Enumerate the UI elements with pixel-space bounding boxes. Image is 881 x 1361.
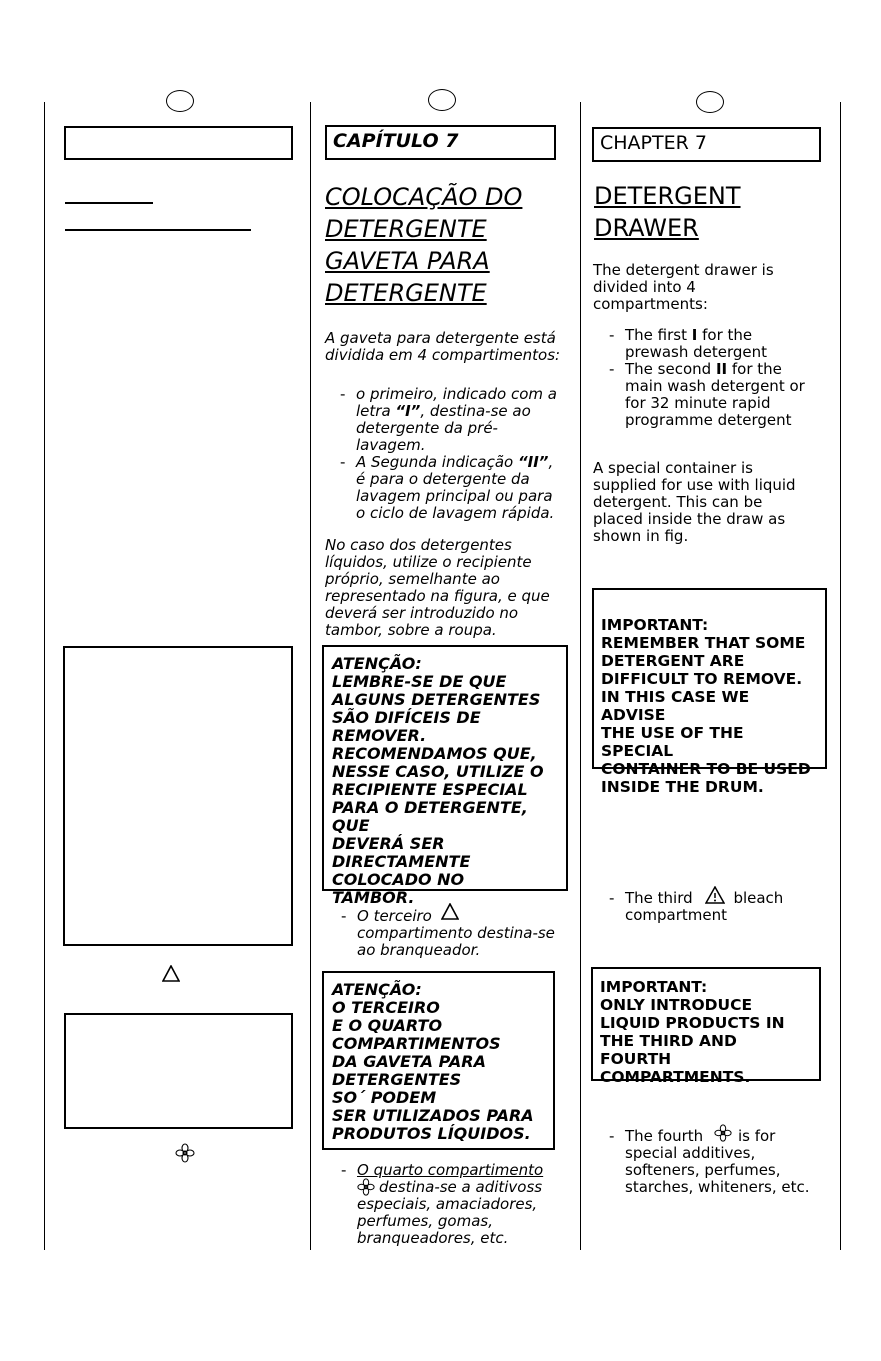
text-span: letra: [356, 402, 396, 420]
bullet-fourth-compartment: [609, 1128, 855, 1196]
warning-line: ALGUNS DETERGENTES: [332, 690, 541, 709]
text-line: dividida em 4 compartimentos:: [325, 346, 561, 364]
column-rule-right: [840, 102, 841, 1250]
text-line: special additives,: [625, 1144, 756, 1162]
warning-triangle-icon: [705, 886, 725, 904]
warning-box-empty: [63, 646, 293, 946]
title-line: DRAWER: [594, 214, 699, 242]
warning-line: THE THIRD AND FOURTH: [600, 1032, 737, 1068]
warning-line: RECOMENDAMOS QUE,: [332, 744, 537, 763]
chapter-box-empty: [64, 126, 293, 160]
column-rule-middle-right: [580, 102, 581, 1250]
warning-line: RECIPIENTE ESPECIAL: [332, 780, 528, 799]
warning-line: DIFFICULT TO REMOVE.: [601, 670, 803, 688]
warning-line: NESSE CASO, UTILIZE O: [332, 762, 544, 781]
text-line: deverá ser introduzido no: [325, 604, 519, 622]
section-title: [594, 180, 741, 244]
triangle-icon: [441, 903, 459, 920]
warning-line: DEVERÁ SER: [332, 834, 445, 853]
text-line: detergent. This can be: [593, 493, 763, 511]
text-span: is for: [737, 1127, 776, 1145]
bullet-dash: -: [609, 326, 615, 344]
warning-box-empty-2: [64, 1013, 293, 1129]
warning-box-remove-detergent: [322, 645, 568, 907]
bullet-dash: -: [609, 1127, 615, 1145]
title-line: DETERGENTE: [325, 215, 487, 243]
language-circle-col2: [428, 89, 456, 111]
language-circle-col3: [696, 91, 724, 113]
chapter-heading: [325, 125, 556, 160]
text-line: [357, 1179, 597, 1196]
warning-line: CONTAINER TO BE USED: [601, 760, 811, 778]
text-line: No caso dos detergentes: [325, 536, 512, 554]
text-line: placed inside the draw as: [593, 510, 786, 528]
warning-line: IN THIS CASE WE ADVISE: [601, 688, 750, 724]
warning-line: INSIDE THE DRUM.: [601, 778, 764, 796]
text-line: tambor, sobre a roupa.: [325, 621, 497, 639]
warning-line: PARA O DETERGENTE, QUE: [332, 798, 528, 835]
text-line: [625, 361, 855, 378]
text-span: O terceiro: [357, 907, 432, 925]
warning-line: TAMBOR.: [332, 888, 415, 907]
warning-line: ATENÇÃO:: [332, 980, 422, 999]
text-line: compartment: [625, 906, 728, 924]
text-line: compartments:: [593, 295, 708, 313]
triangle-icon: [162, 965, 180, 982]
warning-line: O TERCEIRO: [332, 998, 440, 1017]
compartment-mark: “II”: [517, 453, 549, 471]
bullet-fourth-compartment: [341, 1162, 597, 1247]
text-line: [625, 890, 855, 907]
text-line: [357, 908, 597, 925]
text-span: , destina-se ao: [420, 402, 531, 420]
bullet-dash: -: [340, 385, 346, 403]
text-line: o ciclo de lavagem rápida.: [356, 504, 555, 522]
warning-line: LIQUID PRODUCTS IN: [600, 1014, 785, 1032]
text-span: for the: [697, 326, 753, 344]
text-line: representado na figura, e que: [325, 587, 550, 605]
title-line: COLOCAÇÃO DO: [325, 183, 523, 211]
bullet-third-compartment: [341, 908, 597, 959]
bullet-dash: -: [341, 1161, 347, 1179]
warning-line: DETERGENT ARE: [601, 652, 745, 670]
text-line: líquidos, utilize o recipiente: [325, 553, 532, 571]
warning-line: IMPORTANT:: [600, 978, 708, 996]
text-line: The detergent drawer is: [593, 261, 774, 279]
warning-box-remove-detergent: [592, 588, 827, 796]
bullet-dash: -: [609, 360, 615, 378]
text-line: A special container is: [593, 459, 753, 477]
intro-paragraph: [593, 262, 833, 313]
text-line: softeners, perfumes,: [625, 1161, 781, 1179]
text-line: O quarto compartimento: [357, 1161, 544, 1179]
text-span: The first: [625, 326, 692, 344]
bullet-dash: -: [340, 453, 346, 471]
title-underline-short: [65, 202, 153, 204]
warning-line: THE USE OF THE SPECIAL: [601, 724, 744, 760]
title-line: DETERGENT: [594, 182, 741, 210]
text-line: o primeiro, indicado com a: [356, 385, 557, 403]
bullet-first-compartment: [340, 386, 591, 454]
column-rule-left: [44, 102, 45, 1250]
text-line: ao branqueador.: [357, 941, 481, 959]
text-span: A Segunda indicação: [356, 453, 518, 471]
text-line: for 32 minute rapid: [625, 394, 771, 412]
text-line: é para o detergente da: [356, 470, 530, 488]
text-line: starches, whiteners, etc.: [625, 1178, 810, 1196]
warning-box-liquid-only: [591, 967, 821, 1086]
text-line: perfumes, gomas,: [357, 1212, 493, 1230]
warning-line: DA GAVETA PARA: [332, 1052, 486, 1071]
column-rule-middle-left: [310, 102, 311, 1250]
warning-line: ATENÇÃO:: [332, 654, 422, 673]
warning-line: SER UTILIZADOS PARA: [332, 1106, 534, 1125]
warning-line: E O QUARTO: [332, 1016, 443, 1035]
text-line: programme detergent: [625, 411, 792, 429]
text-span: destina-se a aditivoss: [379, 1178, 543, 1196]
compartment-mark: “I”: [395, 402, 421, 420]
text-line: lavagem principal ou para: [356, 487, 553, 505]
bullet-second-compartment: [609, 361, 855, 429]
compartment-mark: I: [691, 326, 698, 344]
text-line: prewash detergent: [625, 343, 768, 361]
flower-icon: [175, 1143, 195, 1163]
language-circle-col1: [166, 90, 194, 112]
text-line: divided into 4: [593, 278, 696, 296]
warning-line: COMPARTIMENTOS: [332, 1034, 501, 1053]
chapter-heading: [592, 127, 821, 162]
text-line: próprio, semelhante ao: [325, 570, 500, 588]
warning-line: LEMBRE-SE DE QUE: [332, 672, 507, 691]
text-line: branqueadores, etc.: [357, 1229, 509, 1247]
text-line: supplied for use with liquid: [593, 476, 796, 494]
text-line: [356, 403, 591, 420]
text-line: detergente da pré-: [356, 419, 498, 437]
title-line: DETERGENTE: [325, 279, 487, 307]
text-span: The third: [625, 889, 693, 907]
warning-line: SO´ PODEM: [332, 1088, 437, 1107]
bullet-dash: -: [341, 907, 347, 925]
text-line: lavagem.: [356, 436, 426, 454]
text-line: especiais, amaciadores,: [357, 1195, 538, 1213]
warning-line: DIRECTAMENTE: [332, 852, 471, 871]
bullet-second-compartment: [340, 454, 591, 522]
text-line: [356, 454, 591, 471]
warning-line: REMOVER.: [332, 726, 427, 745]
liquid-detergent-paragraph: [325, 537, 575, 639]
title-underline-long: [65, 229, 251, 231]
warning-line: ONLY INTRODUCE: [600, 996, 753, 1014]
warning-line: DETERGENTES: [332, 1070, 462, 1089]
bullet-third-compartment: [609, 890, 855, 924]
intro-paragraph: [325, 330, 575, 364]
bullet-dash: -: [609, 889, 615, 907]
text-line: compartimento destina-se: [357, 924, 555, 942]
warning-line: COMPARTMENTS.: [600, 1068, 751, 1086]
text-line: [625, 1128, 855, 1145]
flower-icon: [714, 1124, 732, 1142]
bullet-first-compartment: [609, 327, 855, 361]
special-container-paragraph: [593, 460, 838, 545]
text-span: The second: [625, 360, 716, 378]
warning-box-liquid-only: [322, 971, 555, 1150]
section-title-2: [325, 245, 490, 309]
section-title: [325, 181, 522, 245]
warning-line: COLOCADO NO: [332, 870, 465, 889]
text-span: ,: [548, 453, 554, 471]
text-line: A gaveta para detergente está: [325, 329, 556, 347]
chapter-label: CHAPTER 7: [600, 132, 707, 154]
title-line: GAVETA PARA: [325, 247, 490, 275]
text-line: [625, 327, 855, 344]
warning-line: PRODUTOS LÍQUIDOS.: [332, 1124, 531, 1143]
text-span: The fourth: [625, 1127, 704, 1145]
warning-line: SÃO DIFÍCEIS DE: [332, 708, 481, 727]
compartment-mark: II: [715, 360, 728, 378]
text-line: shown in fig.: [593, 527, 689, 545]
text-line: main wash detergent or: [625, 377, 805, 395]
flower-icon: [357, 1178, 375, 1196]
text-span: for the: [727, 360, 782, 378]
warning-line: REMEMBER THAT SOME: [601, 634, 806, 652]
text-span: bleach: [733, 889, 784, 907]
chapter-label: CAPÍTULO 7: [333, 130, 459, 152]
warning-line: IMPORTANT:: [601, 616, 709, 634]
